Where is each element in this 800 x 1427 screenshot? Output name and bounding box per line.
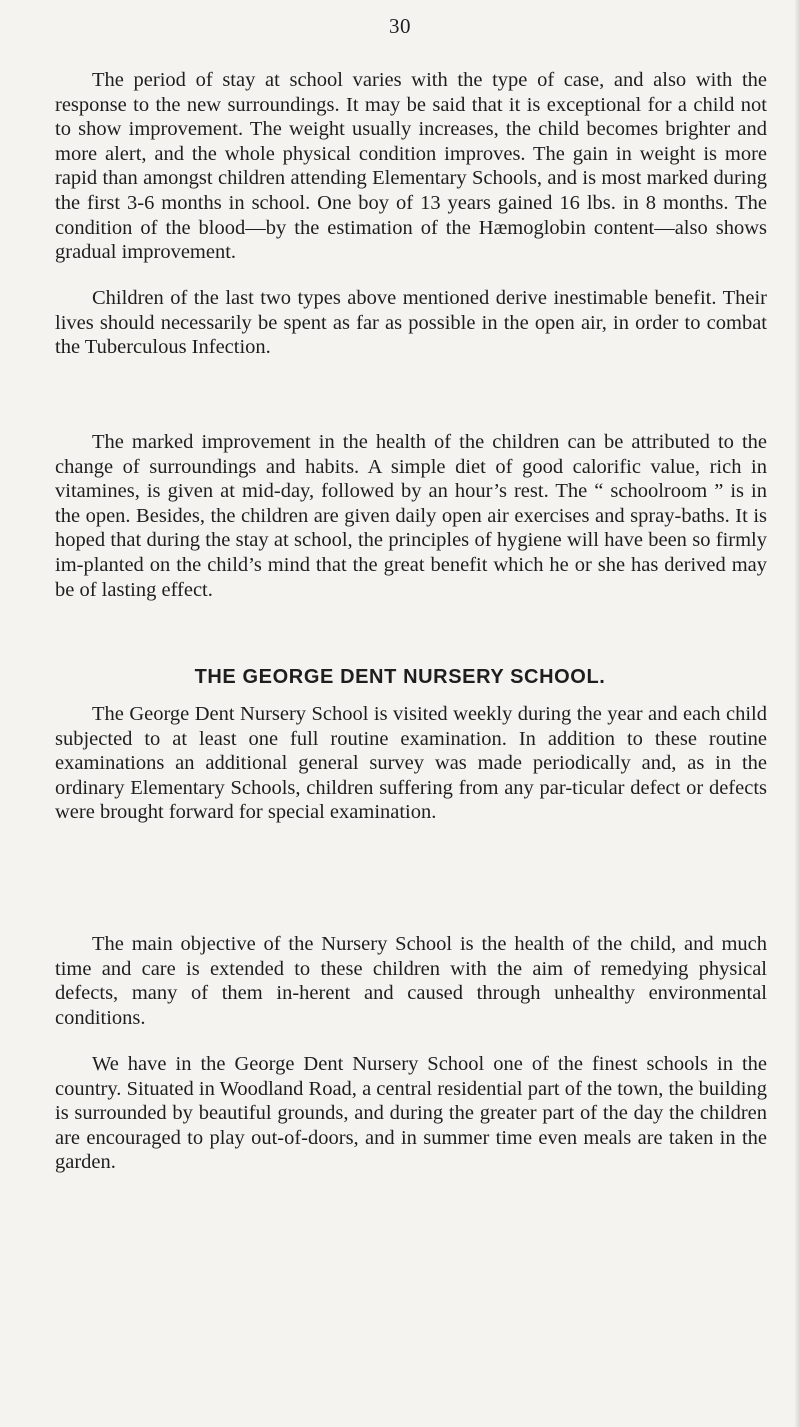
paragraph-nursery-visits — [55, 702, 767, 825]
paragraph-text: The George Dent Nursery School is visited weekly during the year and each child subjected to at least one full routine examination. In addition to these routine examinations an additional general survey was made periodically and, as in the ordinary Elementary Schools, children suffering from any par-ticular defect or defects were brought forward for special examination. — [55, 703, 767, 824]
paragraph-text: Children of the last two types above mentioned derive inestimable benefit. Their lives should necessarily be spent as far as possible in the open air, in order to combat the Tuberculous Infection. — [55, 287, 767, 359]
paragraph-finest-schools — [55, 1052, 767, 1175]
paragraph-children-benefit — [55, 286, 767, 360]
paragraph-text: The marked improvement in the health of the children can be attributed to the change of surroundings and habits. A simple diet of good calorific value, rich in vitamines, is given at mid-day, followed by an hour’s rest. The “ schoolroom ” is in the open. Besides, the children are given daily open air exercises and spray-baths. It is hoped that during the stay at school, the principles of hygiene will have been so firmly im-planted on the child’s mind that the great benefit which he or she has derived may be of lasting effect. — [55, 431, 767, 601]
paragraph-marked-improvement — [55, 430, 767, 602]
page-number: 30 — [389, 14, 411, 38]
paragraph-text: The main objective of the Nursery School is the health of the child, and much time and care is extended to these children with the aim of remedying physical defects, many of them in-herent and caused through unhealthy environmental conditions. — [55, 933, 767, 1029]
paragraph-text: We have in the George Dent Nursery School one of the finest schools in the country. Situated in Woodland Road, a central residential part of the town, the building is surrounded by beautiful grounds, and during the greater part of the day the children are encouraged to play out-of-doors, and in summer time even meals are taken in the garden. — [55, 1053, 767, 1174]
paragraph-text: The period of stay at school varies with the type of case, and also with the response to the new surroundings. It may be said that it is exceptional for a child not to show improvement. The weight usually increases, the child becomes brighter and more alert, and the whole physical condition improves. The gain in weight is more rapid than amongst children attending Elementary Schools, and is most marked during the first 3-6 months in school. One boy of 13 years gained 16 lbs. in 8 months. The condition of the blood—by the estimation of the Hæmoglobin content—also shows gradual improvement. — [55, 69, 767, 264]
section-heading: THE GEORGE DENT NURSERY SCHOOL. — [194, 666, 606, 688]
page-edge-shadow — [794, 0, 800, 1427]
paragraph-period-of-stay — [55, 68, 767, 265]
paragraph-main-objective — [55, 932, 767, 1030]
